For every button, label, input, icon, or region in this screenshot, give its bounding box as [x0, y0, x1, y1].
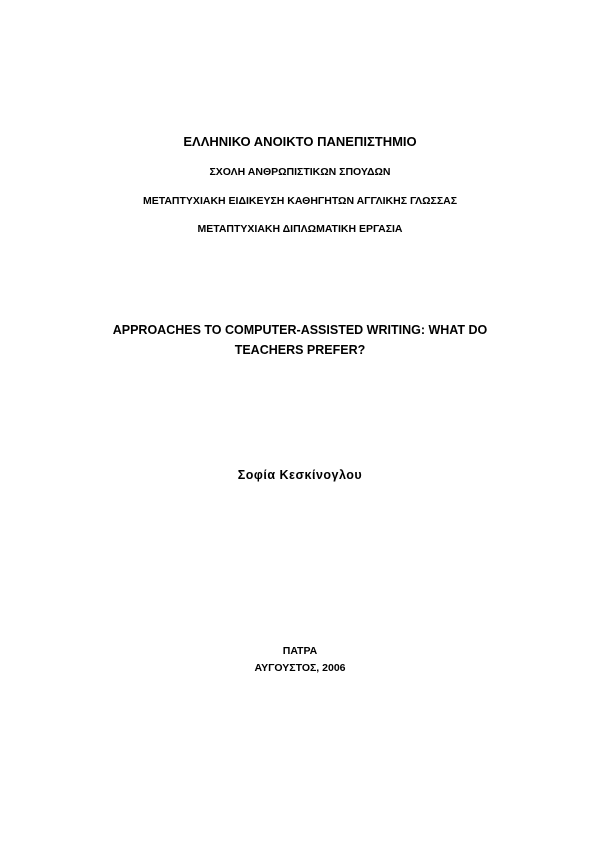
date: ΑΥΓΟΥΣΤΟΣ, 2006: [254, 662, 346, 674]
university-name: ΕΛΛΗΝΙΚΟ ΑΝΟΙΚΤΟ ΠΑΝΕΠΙΣΤΗΜΙΟ: [183, 134, 417, 149]
school-name: ΣΧΟΛΗ ΑΝΘΡΩΠΙΣΤΙΚΩΝ ΣΠΟΥΔΩΝ: [209, 166, 391, 178]
thesis-title-line-1: APPROACHES TO COMPUTER-ASSISTED WRITING: WHAT DO: [112, 323, 488, 337]
programme-name: ΜΕΤΑΠΤΥΧΙΑΚΗ ΕΙΔΙΚΕΥΣΗ ΚΑΘΗΓΗΤΩΝ ΑΓΓΛΙΚΗΣ ΓΛΩΣΣΑΣ: [142, 195, 458, 207]
author-name: Σοφία Κεσκίνογλου: [237, 468, 363, 482]
city: ΠΑΤΡΑ: [282, 645, 318, 657]
thesis-title: [0, 320, 600, 360]
thesis-type: ΜΕΤΑΠΤΥΧΙΑΚΗ ΔΙΠΛΩΜΑΤΙΚΗ ΕΡΓΑΣΙΑ: [197, 223, 403, 235]
thesis-title-line-2: TEACHERS PREFER?: [234, 343, 366, 357]
